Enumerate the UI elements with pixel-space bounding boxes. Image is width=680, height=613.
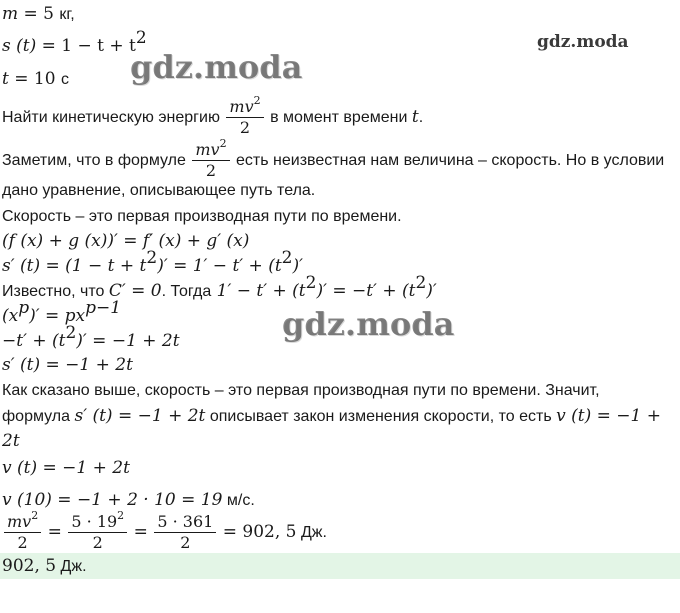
- answer: 902, 5 Дж.: [2, 556, 87, 576]
- given-time: t = 10 с: [2, 69, 69, 89]
- energy-fraction-computed: $\frac{5 \cdot 361}{2}$: [154, 512, 216, 553]
- derivative-expansion: s′ $(t) = (1 - t + t^2)' = 1' - t' + (t^2)'$: [2, 248, 303, 276]
- conclusion-line-2: формула s′ (t) = −1 + 2t описывает закон изменения скорости, то есть v (t) = −1 +: [2, 406, 661, 426]
- answer-highlight: [0, 553, 680, 579]
- energy-calculation: $\frac{mv^2}{2}$ = $\frac{5 \cdot 19^2}{2}$ = $\frac{5 \cdot 361}{2}$ = 902, 5 Дж.: [2, 510, 327, 555]
- derivative-step: $-t' + (t^2)' = -1 + 2t$: [2, 323, 180, 351]
- sum-rule: (f (x) + g (x))′ = f′ (x) + g′ (x): [2, 231, 250, 251]
- energy-fraction-substituted: $\frac{5 \cdot 19^2}{2}$: [68, 512, 127, 553]
- conclusion-line-1: Как сказано выше, скорость – это первая производная пути по времени. Значит,: [2, 382, 600, 399]
- note-line-3: Скорость – это первая производная пути по времени.: [2, 208, 402, 225]
- kinetic-energy-fraction: $\frac{mv^2}{2}$: [226, 97, 263, 138]
- power-rule: $(x^p)' = px^{p-1}$: [2, 298, 122, 326]
- velocity-derivative: s′ (t) = −1 + 2t: [2, 355, 133, 375]
- note-line-2: дано уравнение, описывающее путь тела.: [2, 182, 316, 199]
- watermark-top: gdz.moda: [130, 48, 303, 86]
- constant-derivative-note: Известно, что C′ = 0. Тогда $1' - t' + (t^2)' = -t' + (t^2)'$: [2, 273, 437, 301]
- watermark-small: gdz.moda: [537, 32, 629, 52]
- note-formula: Заметим, что в формуле $\frac{mv^2}{2}$ есть неизвестная нам величина – скорость. Но в условии: [2, 137, 665, 181]
- kinetic-energy-fraction-2: $\frac{mv^2}{2}$: [192, 140, 229, 181]
- velocity-at-10: v (10) = −1 + 2 · 10 = 19 м/с.: [2, 490, 255, 510]
- conclusion-line-3: 2t: [2, 431, 20, 451]
- given-path-equation: s $(t) = 1 - t + t^2$: [2, 28, 147, 56]
- task-statement: Найти кинетическую энергию $\frac{mv^2}{2}$ в момент времени t.: [2, 94, 424, 138]
- energy-fraction-symbolic: $\frac{mv^2}{2}$: [4, 512, 41, 553]
- velocity-law: v (t) = −1 + 2t: [2, 458, 130, 478]
- given-mass: m = 5 кг,: [2, 4, 75, 24]
- watermark-middle: gdz.moda: [282, 305, 455, 343]
